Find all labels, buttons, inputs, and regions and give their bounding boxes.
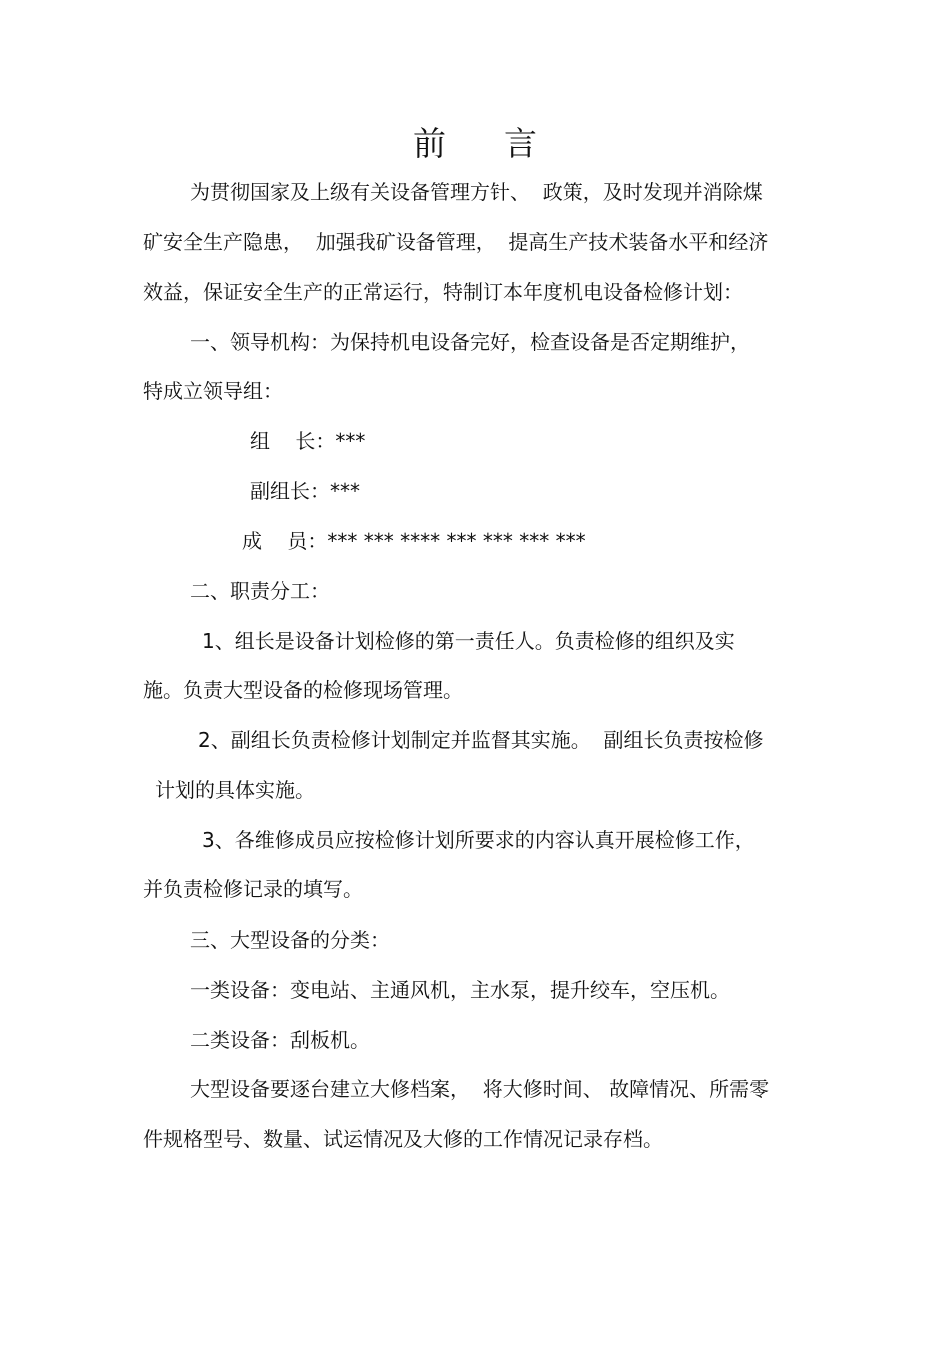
body-line: 矿安全生产隐患， 加强我矿设备管理， 提高生产技术装备水平和经济: [143, 230, 769, 254]
members-line: 成 员：*** *** **** *** *** *** ***: [242, 529, 586, 553]
section-heading-duties: 二、职责分工：: [190, 579, 330, 603]
list-item: 2、副组长负责检修计划制定并监督其实施。 副组长负责按检修: [198, 728, 764, 752]
body-line: 特成立领导组：: [143, 379, 283, 403]
body-line: 效益，保证安全生产的正常运行，特制订本年度机电设备检修计划：: [143, 280, 743, 304]
deputy-leader-line: 副组长：***: [250, 479, 360, 503]
body-line: 大型设备要逐台建立大修档案， 将大修时间、 故障情况、所需零: [190, 1077, 770, 1101]
list-item: 3、各维修成员应按检修计划所要求的内容认真开展检修工作，: [202, 828, 755, 852]
list-item: 1、组长是设备计划检修的第一责任人。负责检修的组织及实: [202, 629, 735, 653]
body-line: 件规格型号、数量、试运情况及大修的工作情况记录存档。: [143, 1127, 663, 1151]
body-line: 并负责检修记录的填写。: [143, 877, 363, 901]
section-heading-leadership: 一、领导机构：为保持机电设备完好，检查设备是否定期维护，: [190, 330, 750, 354]
class-one-equipment: 一类设备：变电站、主通风机，主水泵，提升绞车，空压机。: [190, 978, 730, 1002]
class-two-equipment: 二类设备：刮板机。: [190, 1028, 370, 1052]
body-line: 计划的具体实施。: [155, 778, 315, 802]
section-heading-classification: 三、大型设备的分类：: [190, 928, 390, 952]
body-line: 施。负责大型设备的检修现场管理。: [143, 678, 463, 702]
body-line: 为贯彻国家及上级有关设备管理方针、 政策，及时发现并消除煤: [190, 180, 763, 204]
group-leader-line: 组 长：***: [250, 429, 366, 453]
page-title: 前言: [413, 124, 595, 163]
